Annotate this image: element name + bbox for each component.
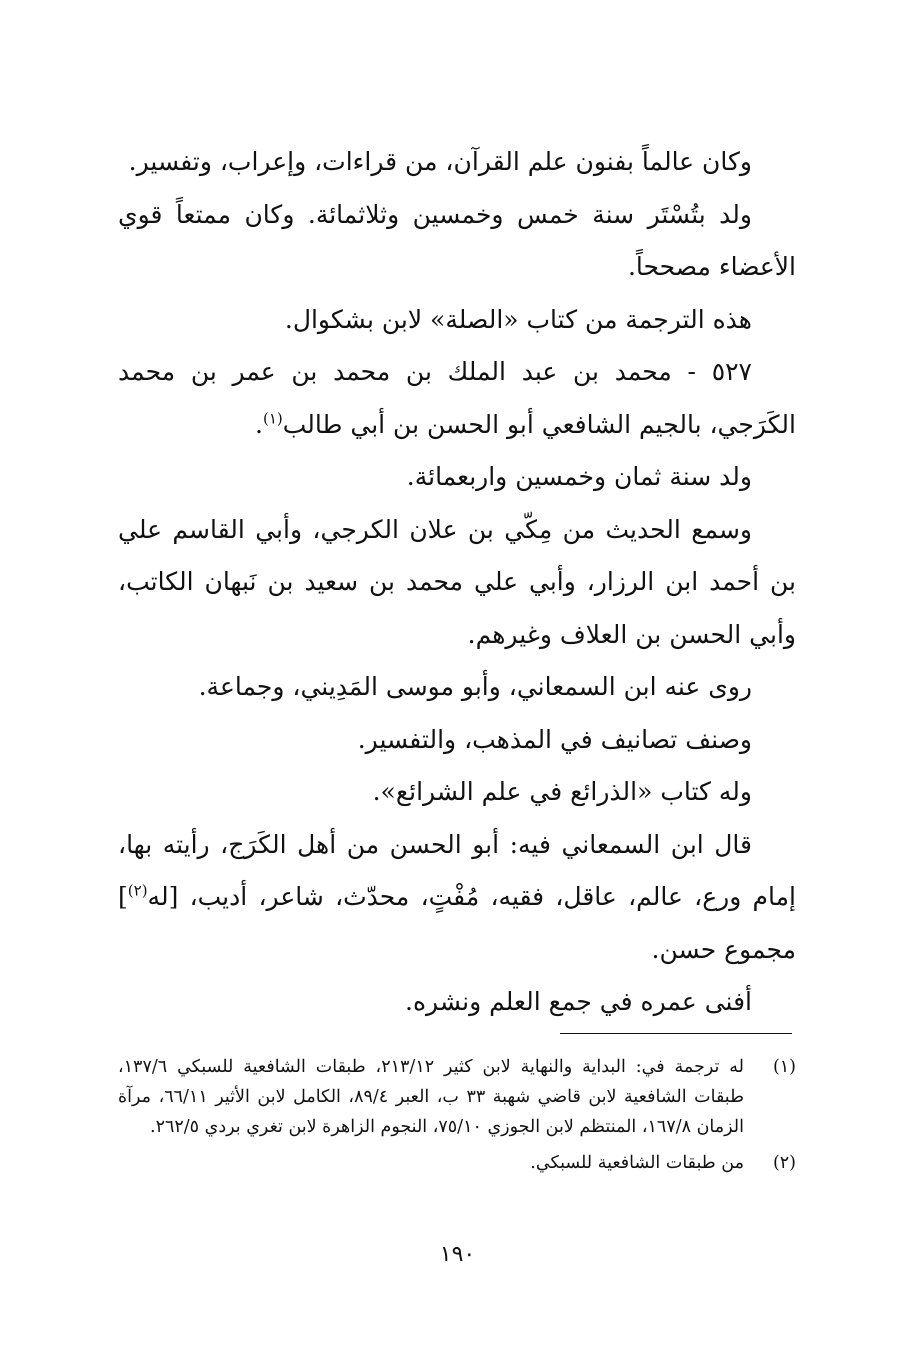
paragraph-works: وصنف تصانيف في المذهب، والتفسير. (357, 724, 752, 754)
paragraph-samani-quote (118, 819, 796, 977)
footnote-2 (118, 1148, 796, 1178)
footnote-text: من طبقات الشافعية للسبكي. (530, 1153, 744, 1173)
footnote-1 (118, 1052, 796, 1142)
paragraph-entry-heading (118, 346, 796, 451)
footnote-number: (١) (772, 1057, 796, 1077)
paragraph-quran-sciences: وكان عالماً بفنون علم القرآن، من قراءات، وإعراب، وتفسير. (128, 147, 752, 176)
footnote-ref-1: (١) (262, 409, 283, 428)
entry-heading-text: ٥٢٧ - محمد بن عبد الملك بن محمد بن عمر بن محمد الكَرَجي، بالجيم الشافعي أبو الحسن بن أبي طالب (118, 357, 796, 439)
paragraph-life-devotion: أفنى عمره في جمع العلم ونشره. (405, 987, 752, 1016)
quote-text-start: قال ابن السمعاني فيه: أبو الحسن من أهل الكَرَج، رأيته بها، إمام ورع، عالم، عاقل، فقيه، مُفْتٍ، محدّث، شاعر، أديب، [له (118, 829, 796, 911)
main-text (118, 136, 796, 1029)
footnote-number: (٢) (772, 1153, 796, 1173)
entry-heading-end: . (255, 409, 263, 439)
paragraph-book: وله كتاب «الذرائع في علم الشرائع». (372, 777, 752, 806)
paragraph-source-note: هذه الترجمة من كتاب «الصلة» لابن بشكوال. (284, 304, 752, 334)
paragraph-students: روى عنه ابن السمعاني، وأبو موسى المَدِيني، وجماعة. (198, 672, 752, 701)
footnote-text: له ترجمة في: البداية والنهاية لابن كثير ٢١٣/١٢، طبقات الشافعية للسبكي ١٣٧/٦، طبقات الشافعية لابن قاضي شهبة ٣٣ ب، العبر ٨٩/٤، الكامل لابن الأثير ٦٦/١١، مرآة الزمان ١٦٧/٨، المنتظم لابن الجوزي ٧٥/١٠، النجوم الزاهرة لابن تغري بردي ٢٦٢/٥. (118, 1057, 745, 1137)
paragraph-birth-date: ولد سنة ثمان وخمسين واربعمائة. (406, 462, 752, 491)
footnote-divider (560, 1033, 792, 1034)
page-number: ١٩٠ (439, 1242, 476, 1267)
footnote-ref-2: (٢) (127, 881, 148, 900)
paragraph-teachers: وسمع الحديث من مِكّي بن علان الكرجي، وأبي القاسم علي بن أحمد ابن الرزار، وأبي علي محمد بن سعيد بن نَبهان الكاتب، وأبي الحسن بن العلاف وغيرهم. (118, 514, 796, 649)
paragraph-birth-tustar: ولد بتُسْتَر سنة خمس وخمسين وثلاثمائة. وكان ممتعاً قوي الأعضاء مصححاً. (118, 199, 796, 281)
quote-text-end: ] مجموع حسن. (118, 882, 796, 964)
footnotes (118, 1052, 796, 1184)
